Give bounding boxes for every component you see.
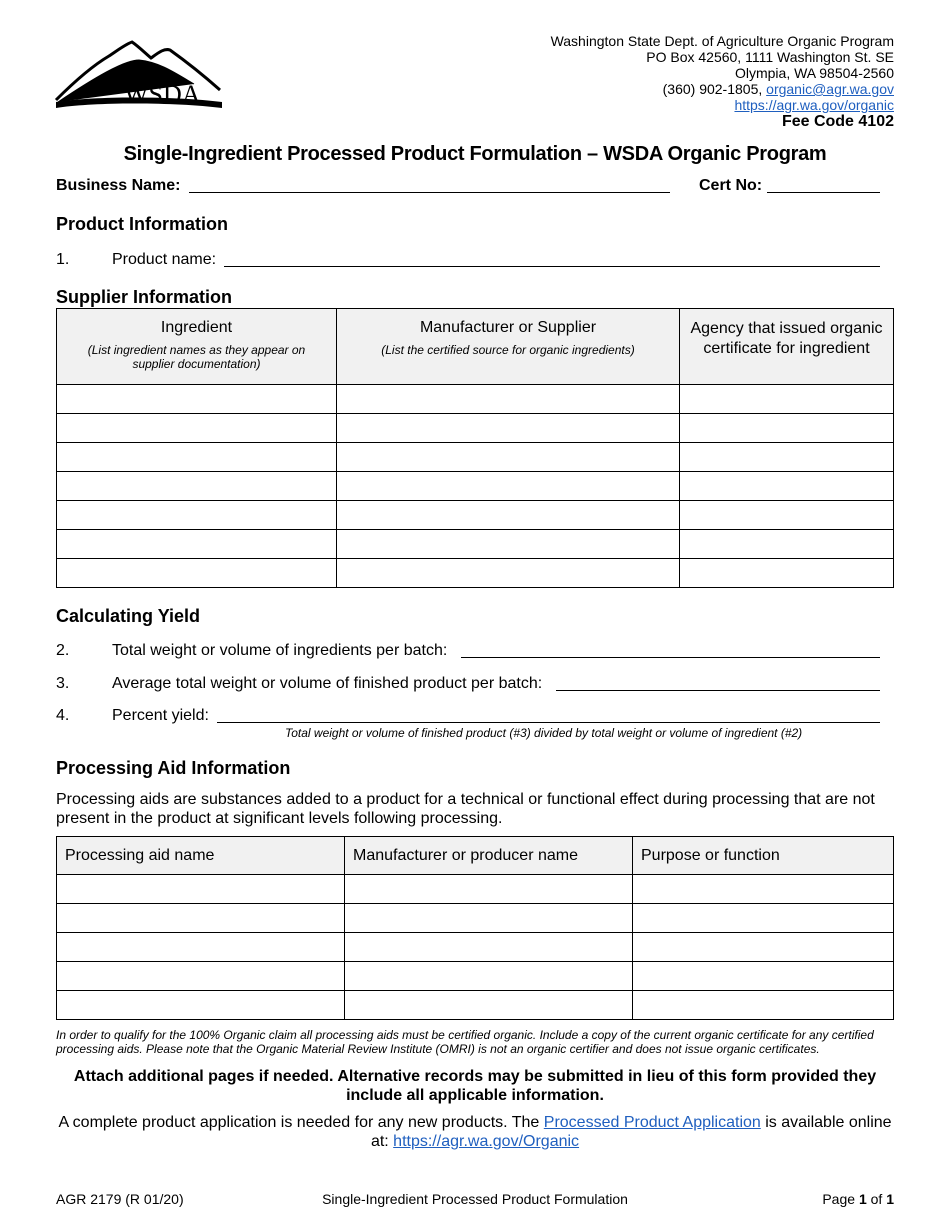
form-id: AGR 2179 (R 01/20) [56, 1191, 184, 1207]
supplier-col-manufacturer-title: Manufacturer or Supplier [419, 319, 597, 336]
agency-cell[interactable] [680, 443, 894, 472]
ingredient-cell[interactable] [57, 414, 337, 443]
page-prefix: Page [822, 1191, 859, 1207]
aid-manufacturer-cell[interactable] [345, 991, 633, 1020]
page-of: of [866, 1191, 887, 1207]
product-info-heading: Product Information [56, 214, 228, 234]
organic-url-link[interactable]: https://agr.wa.gov/Organic [393, 1133, 580, 1150]
aid-manufacturer-cell[interactable] [345, 875, 633, 904]
q4-label: Percent yield: [112, 707, 209, 724]
wsda-logo [54, 38, 224, 113]
supplier-col-ingredient [57, 309, 337, 385]
aid-col-manufacturer: Manufacturer or producer name [345, 837, 633, 875]
ingredient-cell[interactable] [57, 472, 337, 501]
page-total: 1 [886, 1191, 894, 1207]
aid-name-cell[interactable] [57, 991, 345, 1020]
table-row [57, 443, 894, 472]
agency-phone: (360) 902-1805, [662, 81, 763, 97]
processing-aid-note: In order to qualify for the 100% Organic claim all processing aids must be certified organic. Include a copy of the current organic certificate for any certified processing aids. Please note that the Organic Material Review Institute (OMRI) is not an organic certifier and does not issue organic certificates. [56, 1028, 874, 1056]
processed-product-application-link[interactable]: Processed Product Application [543, 1114, 761, 1131]
q3-number: 3. [56, 675, 70, 692]
q4-number: 4. [56, 707, 70, 724]
table-row [57, 385, 894, 414]
aid-manufacturer-cell[interactable] [345, 933, 633, 962]
agency-cell[interactable] [680, 530, 894, 559]
page-title: Single-Ingredient Processed Product Formulation – WSDA Organic Program [123, 143, 827, 165]
cert-no-label: Cert No: [699, 177, 763, 194]
application-text-before: A complete product application is needed for any new products. The [58, 1114, 544, 1131]
supplier-col-manufacturer-sub: (List the certified source for organic ingredients) [381, 343, 635, 357]
aid-name-cell[interactable] [57, 875, 345, 904]
supplier-col-ingredient-sub: (List ingredient names as they appear on supplier documentation) [87, 343, 306, 371]
percent-yield-note: Total weight or volume of finished product (#3) divided by total weight or volume of ingredient (#2) [285, 726, 803, 740]
agency-cell[interactable] [680, 414, 894, 443]
table-row [57, 414, 894, 443]
processing-aid-heading: Processing Aid Information [56, 758, 291, 778]
supplier-col-manufacturer [337, 309, 680, 385]
agency-address-line1: PO Box 42560, 1111 Washington St. SE [646, 49, 894, 65]
processing-aid-description: Processing aids are substances added to a product for a technical or functional effect during processing that are not present in the product at significant levels following processing. [56, 791, 875, 827]
agency-email-link[interactable]: organic@agr.wa.gov [766, 81, 894, 97]
supplier-col-agency-title: Agency that issued organic certificate for ingredient [690, 320, 883, 357]
total-ingredient-weight-field[interactable] [461, 657, 880, 658]
page-current: 1 [858, 1191, 867, 1207]
ingredient-cell[interactable] [57, 385, 337, 414]
agency-cell[interactable] [680, 501, 894, 530]
agency-phone-email-line [551, 81, 894, 97]
business-name-field[interactable] [189, 192, 670, 193]
table-row [57, 991, 894, 1020]
manufacturer-cell[interactable] [337, 443, 680, 472]
table-row [57, 962, 894, 991]
product-name-field[interactable] [224, 266, 880, 267]
logo-text: WSDA [124, 80, 201, 109]
aid-name-cell[interactable] [57, 933, 345, 962]
application-text-after: is available online at: [370, 1114, 892, 1150]
agency-name: Washington State Dept. of Agriculture Organic Program [550, 33, 894, 49]
aid-purpose-cell[interactable] [633, 933, 894, 962]
table-row [57, 875, 894, 904]
business-name-label: Business Name: [56, 177, 181, 194]
q1-label: Product name: [112, 251, 217, 268]
table-row [57, 559, 894, 588]
agency-address-line2: Olympia, WA 98504-2560 [734, 65, 894, 81]
cert-no-field[interactable] [767, 192, 880, 193]
supplier-col-agency [680, 309, 894, 385]
supplier-col-ingredient-title: Ingredient [160, 319, 233, 336]
ingredient-cell[interactable] [57, 530, 337, 559]
aid-name-cell[interactable] [57, 904, 345, 933]
manufacturer-cell[interactable] [337, 501, 680, 530]
processing-aid-table [56, 836, 894, 1020]
ingredient-cell[interactable] [57, 559, 337, 588]
page-number [822, 1191, 894, 1207]
ingredient-cell[interactable] [57, 443, 337, 472]
fee-code: Fee Code 4102 [781, 113, 894, 130]
aid-manufacturer-cell[interactable] [345, 904, 633, 933]
manufacturer-cell[interactable] [337, 559, 680, 588]
supplier-table [56, 308, 894, 588]
table-row [57, 933, 894, 962]
table-row [57, 501, 894, 530]
aid-name-cell[interactable] [57, 962, 345, 991]
table-row [57, 472, 894, 501]
table-row [57, 904, 894, 933]
footer-title: Single-Ingredient Processed Product Formulation [322, 1191, 628, 1207]
agency-website-link[interactable]: https://agr.wa.gov/organic [734, 97, 894, 113]
aid-col-purpose: Purpose or function [633, 837, 894, 875]
q1-number: 1. [56, 251, 70, 268]
q2-number: 2. [56, 642, 70, 659]
aid-purpose-cell[interactable] [633, 991, 894, 1020]
q3-label: Average total weight or volume of finished product per batch: [112, 675, 543, 692]
percent-yield-field[interactable] [217, 722, 880, 723]
calculating-yield-heading: Calculating Yield [56, 606, 201, 626]
agency-contact-block [551, 33, 894, 130]
aid-manufacturer-cell[interactable] [345, 962, 633, 991]
aid-col-name: Processing aid name [57, 837, 345, 875]
manufacturer-cell[interactable] [337, 385, 680, 414]
table-row [57, 530, 894, 559]
ingredient-cell[interactable] [57, 501, 337, 530]
agency-cell[interactable] [680, 472, 894, 501]
aid-purpose-cell[interactable] [633, 875, 894, 904]
q2-label: Total weight or volume of ingredients per batch: [112, 642, 448, 659]
manufacturer-cell[interactable] [337, 414, 680, 443]
agency-cell[interactable] [680, 559, 894, 588]
aid-purpose-cell[interactable] [633, 904, 894, 933]
application-info [56, 1113, 894, 1151]
finished-product-weight-field[interactable] [556, 690, 880, 691]
aid-purpose-cell[interactable] [633, 962, 894, 991]
supplier-info-heading: Supplier Information [56, 287, 233, 307]
agency-cell[interactable] [680, 385, 894, 414]
attach-notice: Attach additional pages if needed. Alternative records may be submitted in lieu of this form provided they include all applicable information. [73, 1068, 877, 1104]
manufacturer-cell[interactable] [337, 472, 680, 501]
manufacturer-cell[interactable] [337, 530, 680, 559]
